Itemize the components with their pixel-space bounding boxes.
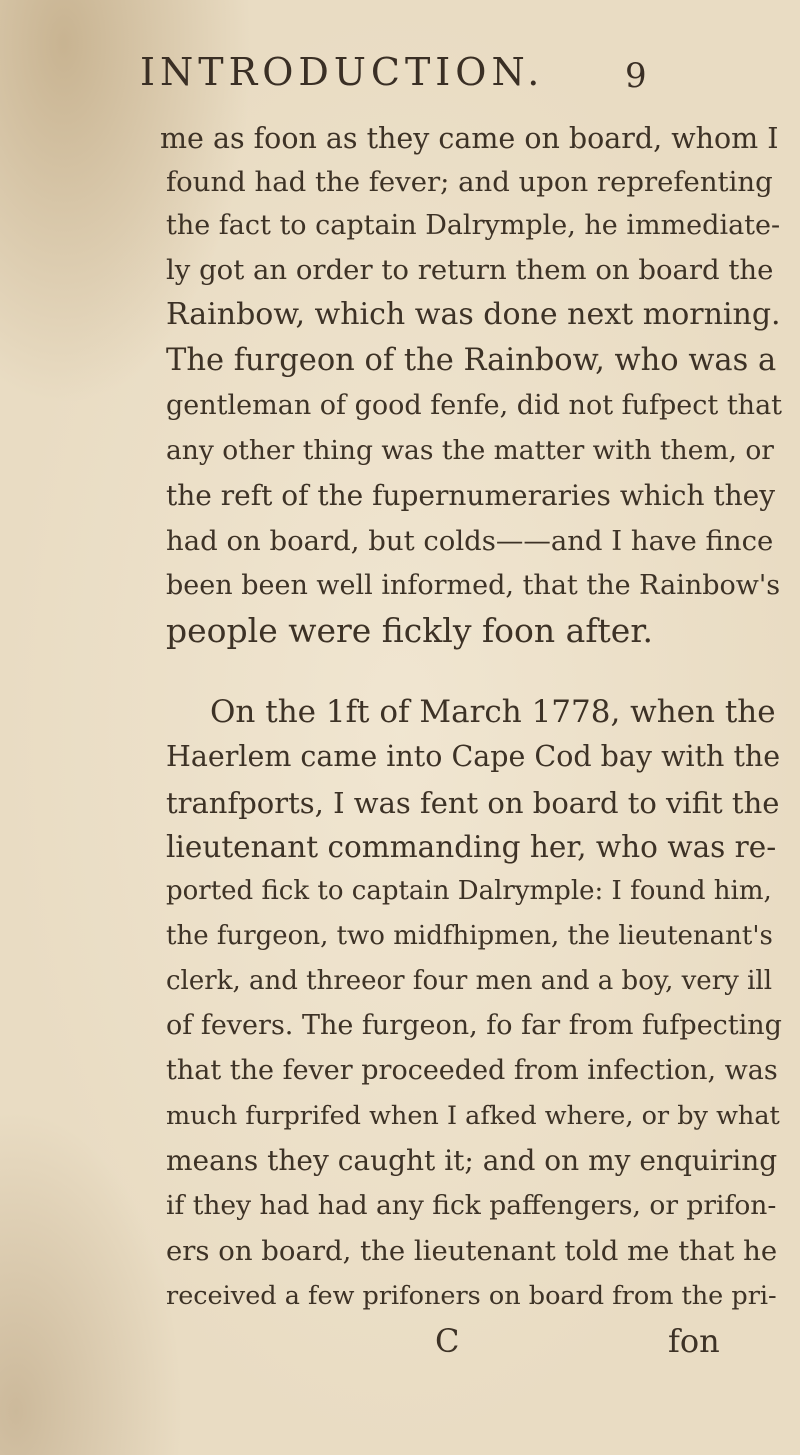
text-line: any other thing was the matter with them, or	[166, 435, 774, 466]
text-line: found had the fever; and upon reprefenting	[166, 166, 773, 198]
text-line: ported fick to captain Dalrymple: I found him,	[166, 876, 772, 906]
text-line: means they caught it; and on my enquiring	[166, 1144, 778, 1177]
running-head	[140, 50, 647, 100]
text-line: The furgeon of the Rainbow, who was a	[166, 343, 777, 378]
text-line: that the fever proceeded from infection, was	[166, 1055, 778, 1086]
text-line: people were fickly foon after.	[166, 611, 653, 650]
text-line: the reft of the fupernumeraries which they	[166, 479, 776, 512]
text-line: the fact to captain Dalrymple, he immediate-	[166, 210, 781, 241]
page-title: INTRODUCTION.	[140, 50, 545, 94]
text-line: been been well informed, that the Rainbow's	[166, 570, 781, 601]
text-line: ers on board, the lieutenant told me that he	[166, 1235, 778, 1267]
text-line: much furprifed when I afked where, or by what	[166, 1101, 780, 1131]
text-line: if they had had any fick paffengers, or prifon-	[166, 1190, 777, 1221]
text-line: had on board, but colds——and I have fince	[166, 525, 774, 557]
text-line: lieutenant commanding her, who was re-	[166, 830, 777, 864]
text-line: clerk, and threeor four men and a boy, very ill	[166, 966, 773, 996]
page-number: 9	[625, 56, 647, 96]
text-line: Haerlem came into Cape Cod bay with the	[166, 740, 781, 773]
text-line: Rainbow, which was done next morning.	[166, 297, 781, 332]
text-line: the furgeon, two midfhipmen, the lieutenant's	[166, 921, 773, 951]
text-line: received a few prifoners on board from the pri-	[166, 1281, 777, 1311]
text-line: gentleman of good fenfe, did not fufpect that	[166, 390, 783, 421]
text-line: of fevers. The furgeon, fo far from fufpecting	[166, 1010, 782, 1041]
text-line: tranfports, I was fent on board to vifit the	[166, 786, 780, 820]
signature-mark: C	[435, 1322, 460, 1360]
catchword: fon	[668, 1322, 720, 1360]
text-line: On the 1ft of March 1778, when the	[210, 694, 776, 730]
text-line: me as foon as they came on board, whom I	[160, 122, 779, 155]
text-line: ly got an order to return them on board the	[166, 254, 774, 286]
